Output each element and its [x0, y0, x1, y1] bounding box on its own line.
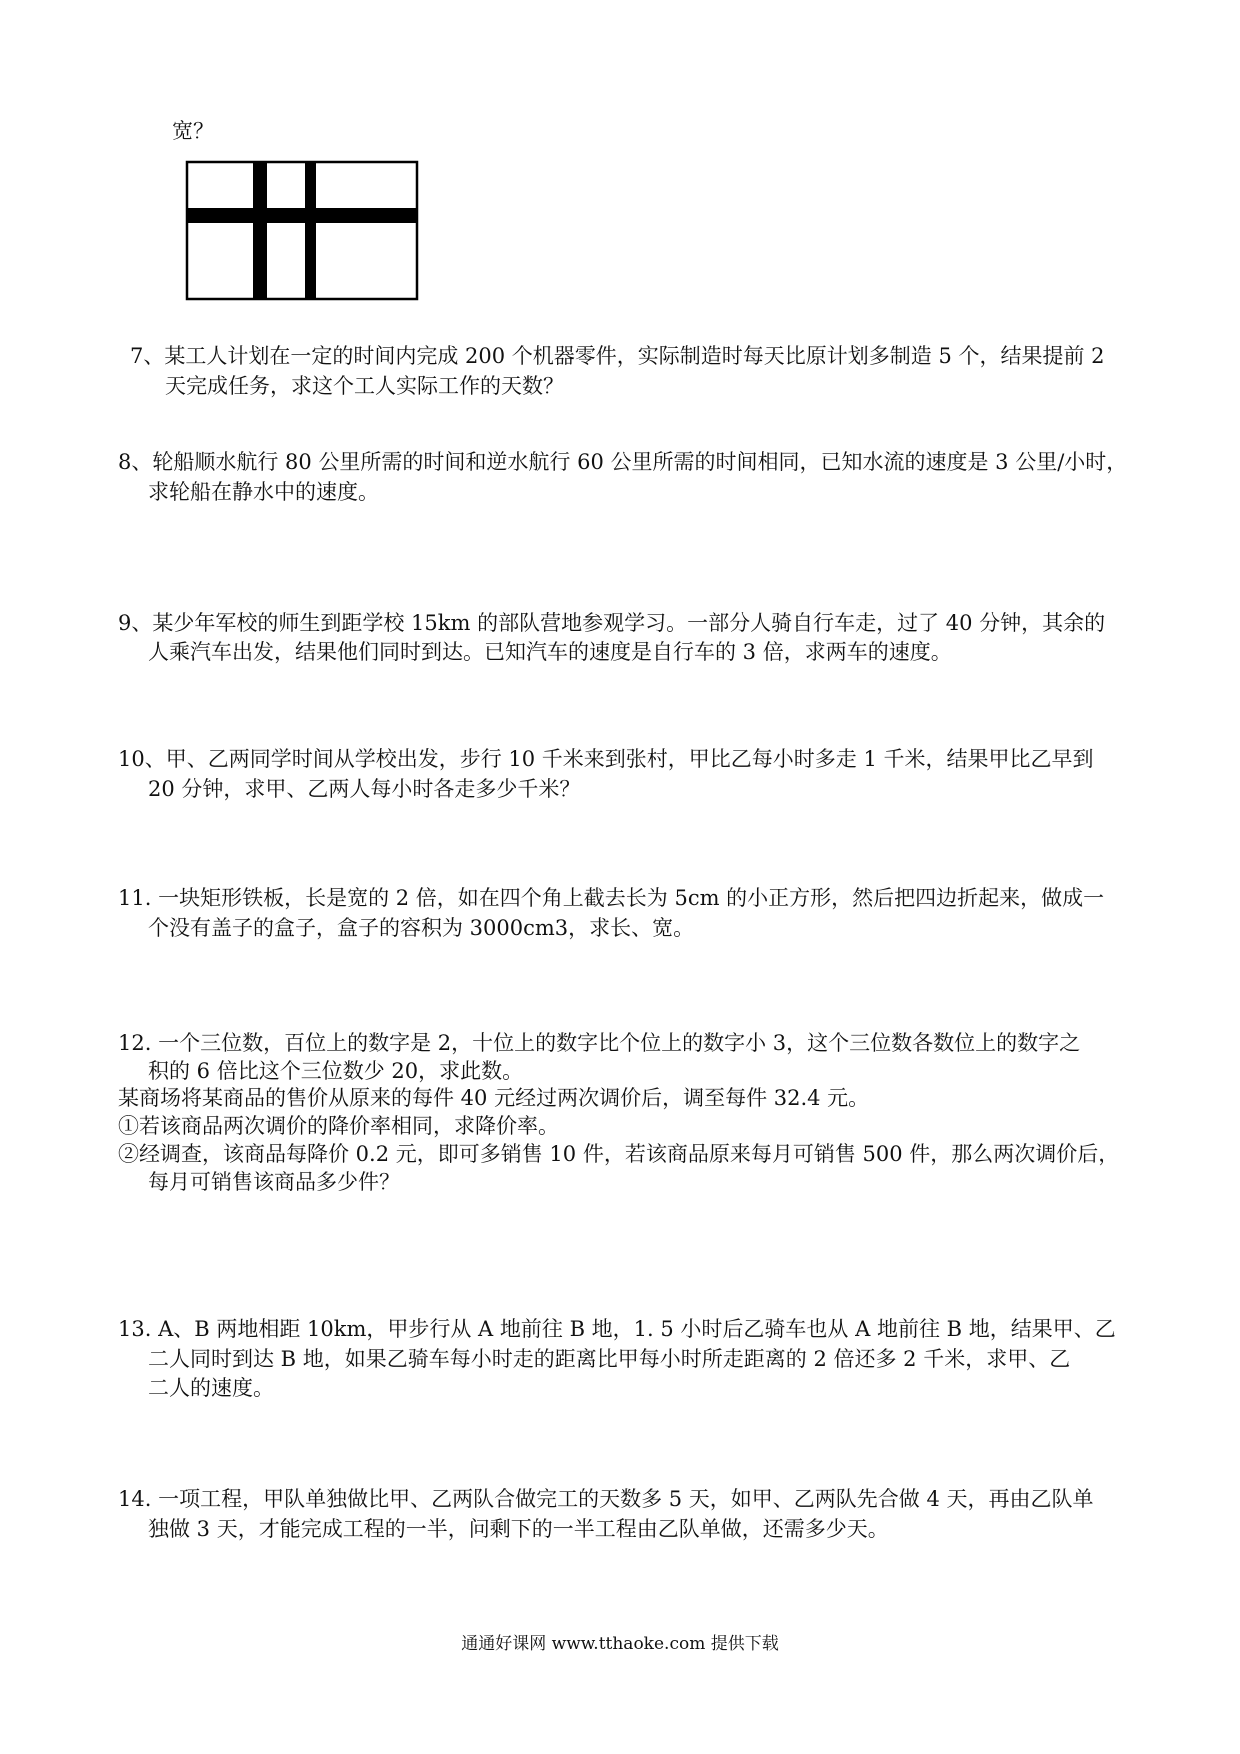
problem-10-line-2: 20 分钟，求甲、乙两人每小时各走多少千米？ — [148, 777, 581, 801]
problem-10-line-1: 10、甲、乙两同学时间从学校出发，步行 10 千米来到张村，甲比乙每小时多走 1 千米，结果甲比乙早到 — [118, 747, 1094, 771]
problem-7-line-2: 天完成任务，求这个工人实际工作的天数？ — [165, 374, 564, 398]
problem-7-line-1: 7、某工人计划在一定的时间内完成 200 个机器零件，实际制造时每天比原计划多制造 5 个，结果提前 2 — [130, 344, 1105, 368]
problem-13-line-1: 13. A、B 两地相距 10km，甲步行从 A 地前往 B 地，1. 5 小时后乙骑车也从 A 地前往 B 地，结果甲、乙 — [118, 1317, 1116, 1341]
problem-12-line-3: 某商场将某商品的售价从原来的每件 40 元经过两次调价后，调至每件 32.4 元。 — [118, 1086, 870, 1110]
problem-8-line-2: 求轮船在静水中的速度。 — [148, 480, 379, 504]
problem-9-line-2: 人乘汽车出发，结果他们同时到达。已知汽车的速度是自行车的 3 倍，求两车的速度。 — [148, 640, 952, 664]
problem-11-line-1: 11. 一块矩形铁板，长是宽的 2 倍，如在四个角上截去长为 5cm 的小正方形，然后把四边折起来，做成一 — [118, 886, 1105, 910]
problem-12-line-4: ①若该商品两次调价的降价率相同，求降价率。 — [118, 1114, 559, 1138]
problem-12-line-6: 每月可销售该商品多少件？ — [148, 1170, 400, 1194]
rectangle-road-diagram — [185, 160, 420, 302]
horizontal-road — [187, 208, 417, 223]
vertical-road-left — [253, 162, 267, 299]
problem-9-line-1: 9、某少年军校的师生到距学校 15km 的部队营地参观学习。一部分人骑自行车走，过了 40 分钟，其余的 — [118, 611, 1106, 635]
problem-13-line-3: 二人的速度。 — [148, 1376, 274, 1400]
vertical-road-right — [305, 162, 316, 299]
problem-14-line-1: 14. 一项工程，甲队单独做比甲、乙两队合做完工的天数多 5 天，如甲、乙两队先合做 4 天，再由乙队单 — [118, 1487, 1094, 1511]
problem-8-line-1: 8、轮船顺水航行 80 公里所需的时间和逆水航行 60 公里所需的时间相同，已知水流的速度是 3 公里/小时， — [118, 450, 1128, 474]
outer-rectangle — [187, 162, 417, 299]
problem-12-line-2: 积的 6 倍比这个三位数少 20，求此数。 — [148, 1059, 524, 1083]
problem-12-line-1: 12. 一个三位数，百位上的数字是 2，十位上的数字比个位上的数字小 3，这个三位数各数位上的数字之 — [118, 1031, 1081, 1055]
question-fragment: 宽？ — [172, 119, 214, 143]
problem-11-line-2: 个没有盖子的盒子，盒子的容积为 3000cm3，求长、宽。 — [148, 916, 695, 940]
problem-12-line-5: ②经调查，该商品每降价 0.2 元，即可多销售 10 件，若该商品原来每月可销售 500 件，那么两次调价后， — [118, 1142, 1120, 1166]
page-footer: 通通好课网 www.tthaoke.com 提供下载 — [461, 1634, 779, 1654]
problem-13-line-2: 二人同时到达 B 地，如果乙骑车每小时走的距离比甲每小时所走距离的 2 倍还多 2 千米，求甲、乙 — [148, 1347, 1071, 1371]
problem-14-line-2: 独做 3 天，才能完成工程的一半，问剩下的一半工程由乙队单做，还需多少天。 — [148, 1517, 889, 1541]
